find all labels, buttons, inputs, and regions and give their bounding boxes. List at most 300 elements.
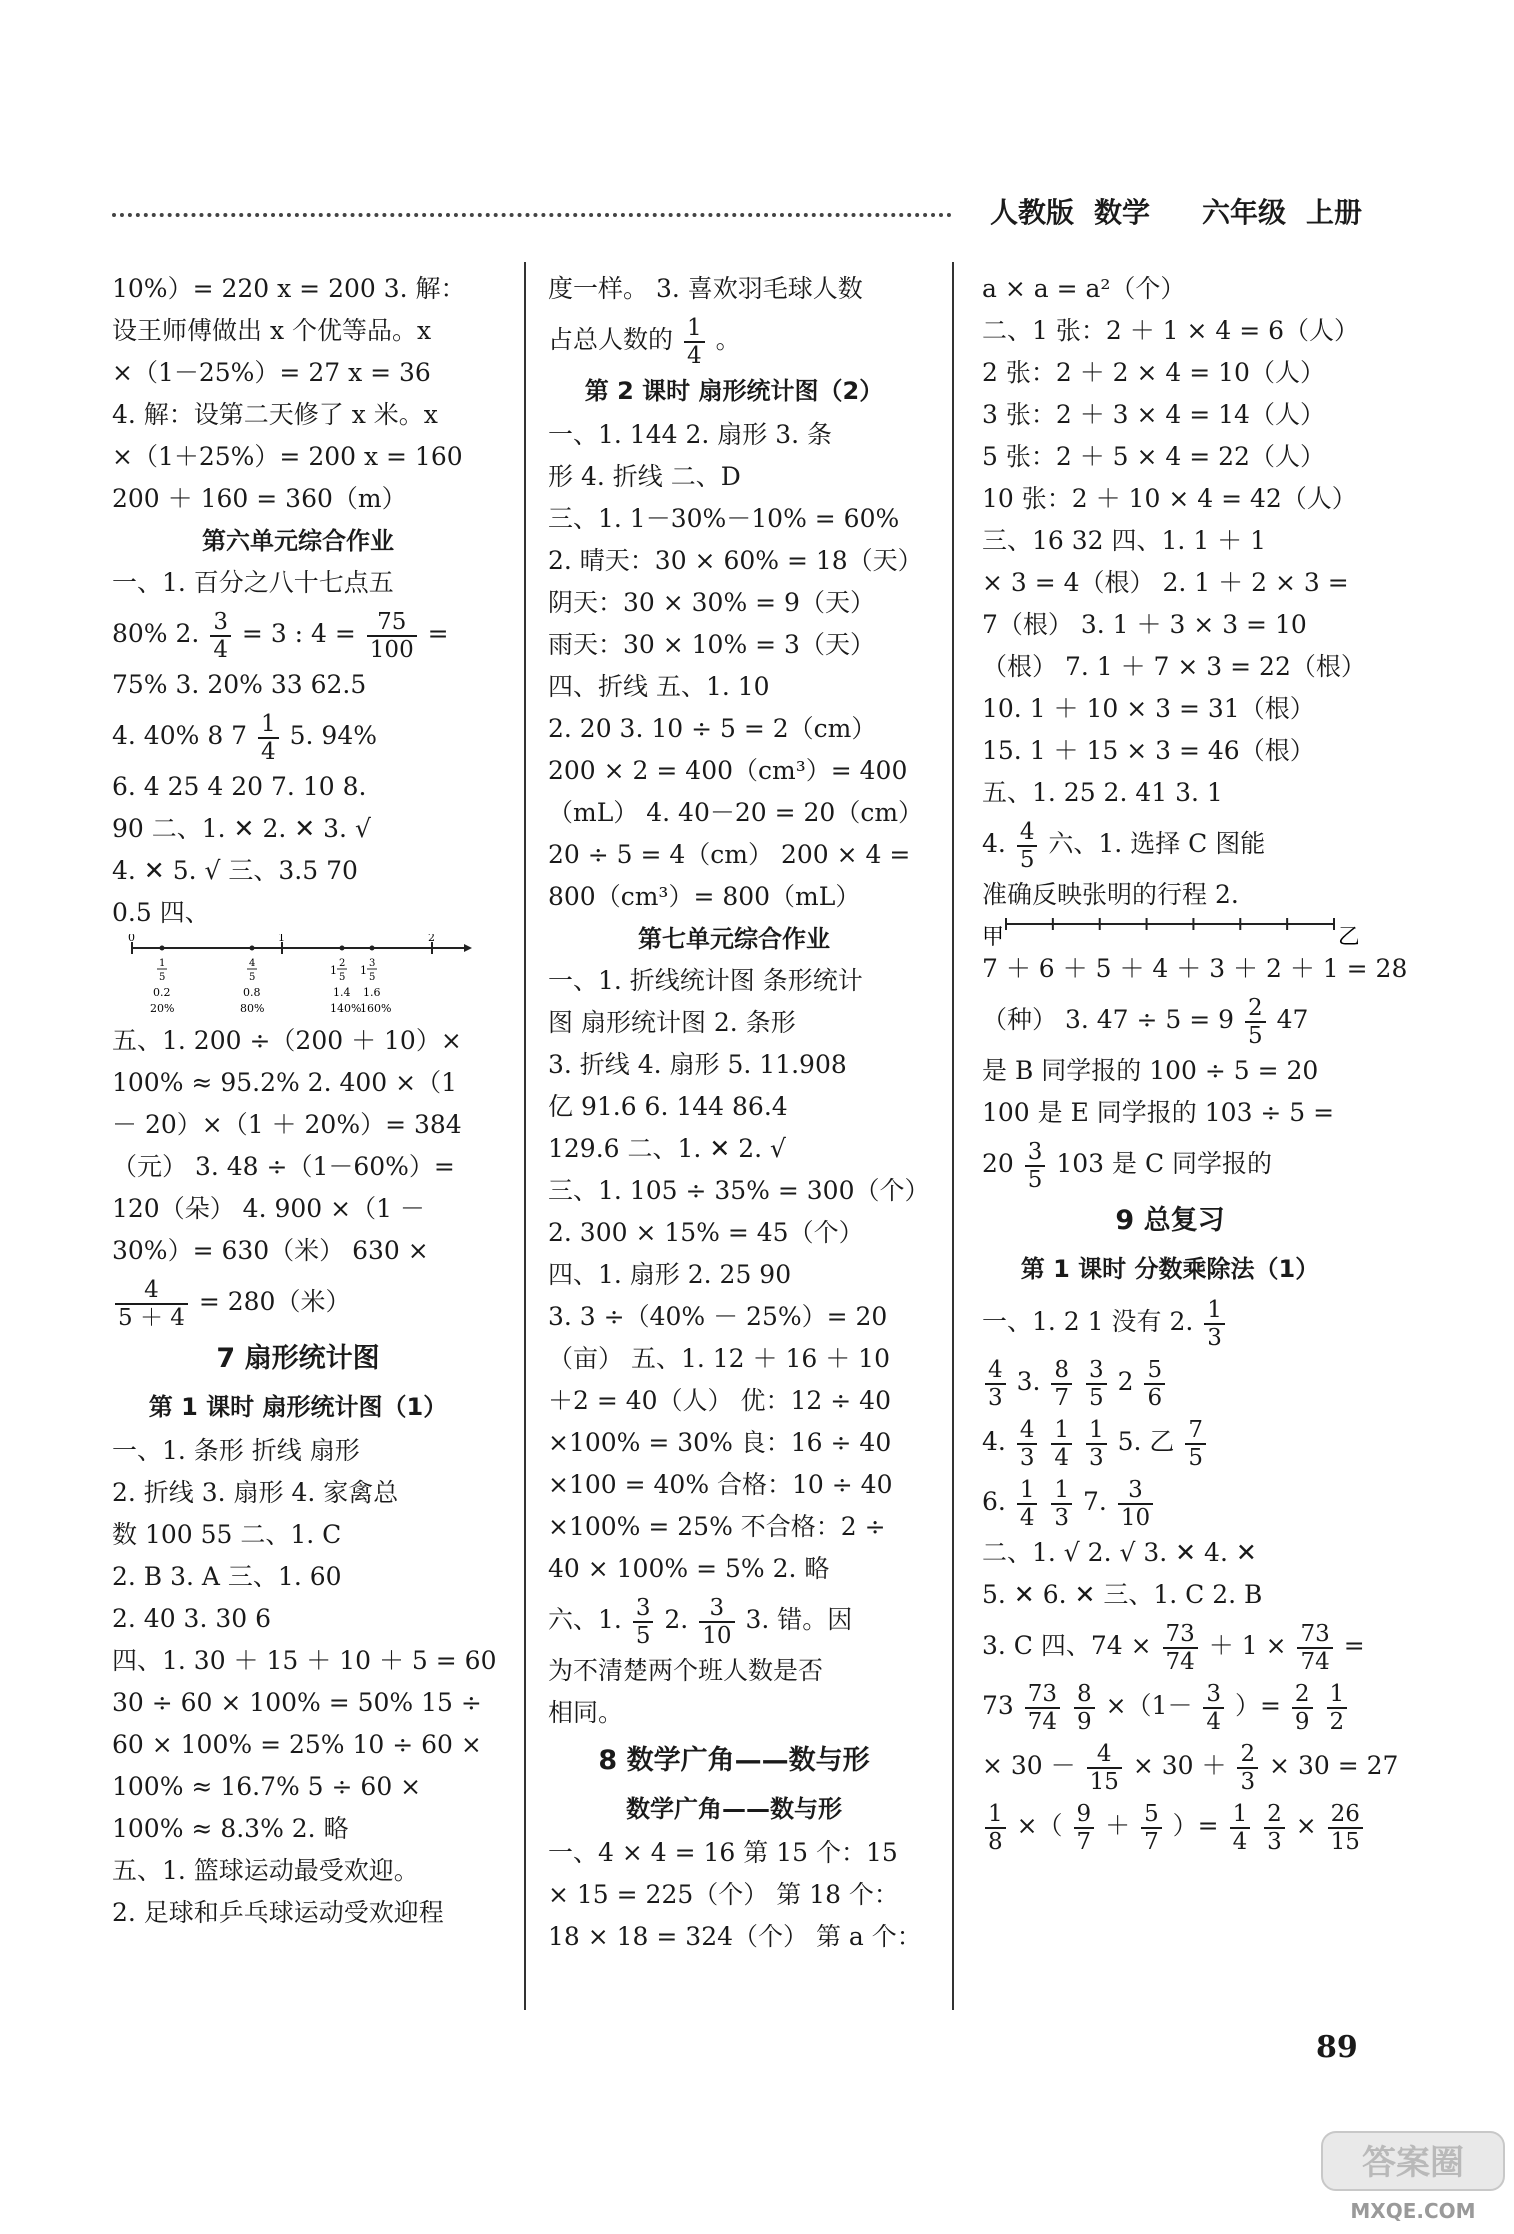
answer-line: 7 ＋ 6 ＋ 5 ＋ 4 ＋ 3 ＋ 2 ＋ 1 = 28 [982,954,1408,983]
numerator: 1 [258,711,279,739]
lesson-heading: 第 1 课时 分数乘除法（1） [1020,1255,1320,1283]
answer-line: ×（1＋25%）= 200 x = 160 [112,442,463,471]
numerator: 5 [1144,1357,1165,1385]
answer-line: 准确反映张明的行程 2. [982,880,1239,909]
answer-text: ）= [1235,1691,1281,1720]
denominator: 4 [1019,1504,1035,1531]
answer-line: ＋2 = 40（人） 优：12 ÷ 40 [548,1386,891,1415]
answer-line [112,1272,484,1332]
answer-text: × [1295,1811,1317,1840]
answer-line: 亿 91.6 6. 144 86.4 [548,1092,788,1121]
number-line-decimal: 0.2 [153,986,171,999]
answer-text: × 30 = 27 [1269,1751,1399,1780]
header-dotted-rule [112,213,952,217]
fraction [1051,1417,1072,1471]
answer-line: 100% ≈ 95.2% 2. 400 ×（1 [112,1068,457,1097]
answer-line: 7（根） 3. 1 ＋ 3 × 3 = 10 [982,610,1307,639]
denominator: 15 [1330,1828,1360,1855]
fraction [1328,1801,1363,1855]
answer-line [982,1796,1358,1856]
answer-line: 10%）= 220 x = 200 3. 解： [112,274,466,303]
numerator: 2 [1292,1681,1313,1709]
number-line-whole: 1 [360,964,367,977]
answer-column-2 [548,268,930,1958]
denominator: 4 [261,738,276,765]
answer-line: 2. 折线 3. 扇形 4. 家禽总 [112,1478,399,1507]
answer-text: 3. [1016,1367,1041,1396]
number-line-tick-label: 2 [428,934,435,944]
denominator: 3 [1240,1768,1256,1795]
answer-line: 5. ✕ 6. ✕ 三、1. C 2. B [982,1580,1263,1609]
fraction [1025,1681,1060,1735]
number-line-tick-label: 0 [128,934,135,944]
denominator: 7 [1054,1384,1070,1411]
answer-line: 相同。 [548,1698,624,1727]
fraction [1017,1477,1038,1531]
header-grade: 六年级 [1201,196,1286,229]
number-line-tick-label: 1 [278,934,285,944]
answer-text: ×（1－ [1105,1691,1193,1720]
numerator: 8 [1074,1681,1095,1709]
denominator: 3 [1207,1324,1222,1351]
answer-line: （亩） 五、1. 12 ＋ 16 ＋ 10 [548,1344,890,1373]
answer-line [982,1292,1358,1352]
answer-text: × 30 ＋ [1132,1751,1227,1780]
denominator: 4 [1054,1444,1070,1471]
number-line-numerator: 2 [339,958,346,969]
fraction [985,1801,1006,1855]
answer-line [982,1736,1399,1796]
answer-line: × 3 = 4（根） 2. 1 ＋ 2 × 3 = [982,568,1349,597]
denominator: 5 [635,1622,651,1649]
answer-text: 3. 错。因 [745,1605,853,1634]
numerator: 3 [1025,1139,1046,1167]
lesson-heading: 数学广角——数与形 [626,1795,842,1823]
answer-line: 129.6 二、1. ✕ 2. √ [548,1134,786,1163]
lesson-heading: 第 2 课时 扇形统计图（2） [584,377,884,405]
number-line-numerator: 3 [369,958,376,969]
numerator: 3 [1203,1681,1224,1709]
answer-text: 4. 40% 8 7 [112,721,248,750]
answer-line: 10 张：2 ＋ 10 × 4 = 42（人） [982,484,1357,513]
answer-text: 4. [982,1427,1006,1456]
answer-line [548,310,920,370]
denominator: 5 ＋ 4 [118,1304,185,1331]
denominator: 2 [1329,1708,1345,1735]
answer-line [982,990,1358,1050]
answer-line: ×100 = 40% 合格：10 ÷ 40 [548,1470,893,1499]
numerator: 4 [1087,1741,1122,1769]
number-line-svg [112,934,484,1020]
answer-line: 四、折线 五、1. 10 [548,672,770,701]
number-line-numerator: 4 [249,958,256,969]
number-line-percent: 160% [360,1002,392,1015]
header-volume: 上册 [1305,196,1362,229]
denominator: 4 [1206,1708,1222,1735]
number-line-numerator: 1 [159,958,166,969]
number-line-decimal: 0.8 [243,986,261,999]
answer-line: ×100% = 25% 不合格：2 ÷ [548,1512,886,1541]
answer-line: （根） 7. 1 ＋ 7 × 3 = 22（根） [982,652,1366,681]
answer-line: 2. 足球和乒乓球运动受欢迎程 [112,1898,444,1927]
answer-line: 6. 4 25 4 20 7. 10 8. [112,772,367,801]
fraction [1086,1357,1107,1411]
answer-text: 。 [715,325,741,354]
answer-text: ＋ [1105,1811,1131,1840]
answer-line: （mL） 4. 40－20 = 20（cm） [548,798,924,827]
fraction [699,1595,734,1649]
fraction [1017,819,1038,873]
number-line-point [160,946,165,951]
segment-label-right: 乙 [1338,925,1358,948]
denominator: 4 [1232,1828,1248,1855]
watermark-text: 答案圈 [1362,2143,1464,2183]
fraction [1203,1681,1224,1735]
numerator: 8 [1051,1357,1072,1385]
answer-line: 设王师傅做出 x 个优等品。x [112,316,432,345]
numerator: 4 [1017,819,1038,847]
answer-line: 3 张：2 ＋ 3 × 4 = 14（人） [982,400,1325,429]
answer-line: 三、1. 105 ÷ 35% = 300（个） [548,1176,930,1205]
number-line-decimal: 1.4 [333,986,351,999]
numerator: 4 [985,1357,1006,1385]
fraction [1051,1477,1072,1531]
denominator: 5 [1019,846,1035,873]
answer-text: 20 [982,1149,1014,1178]
numerator: 1 [1051,1477,1072,1505]
denominator: 5 [1188,1444,1203,1471]
answer-line: （元） 3. 48 ÷（1－60%）= [112,1152,455,1181]
number-line-diagram [112,934,484,1020]
numerator: 4 [1017,1417,1038,1445]
denominator: 74 [1027,1708,1058,1735]
answer-text: = 3 : 4 = [241,619,356,648]
denominator: 10 [702,1622,732,1649]
denominator: 4 [686,342,702,369]
numerator: 3 [699,1595,734,1623]
number-line-point [250,946,255,951]
lesson-heading: 第 1 课时 扇形统计图（1） [148,1393,448,1421]
fraction [633,1595,654,1649]
answer-text: ×（ [1016,1811,1063,1840]
fraction [684,315,705,369]
denominator: 15 [1089,1768,1119,1795]
denominator: 9 [1077,1708,1092,1735]
answer-line [982,1616,1365,1676]
answer-line: 20 ÷ 5 = 4（cm） 200 × 4 = [548,840,911,869]
answer-line: 为不清楚两个班人数是否 [548,1656,824,1685]
denominator: 3 [1054,1504,1070,1531]
fraction [1074,1801,1095,1855]
watermark-site: MXQE.COM [1350,2199,1476,2223]
answer-text: = 280（米） [198,1287,351,1316]
answer-line: 40 × 100% = 5% 2. 略 [548,1554,830,1583]
fraction [1185,1417,1206,1471]
numerator: 2 [1245,995,1266,1023]
answer-line: 阴天：30 × 30% = 9（天） [548,588,875,617]
section-heading: 第七单元综合作业 [638,925,830,953]
answer-text: （种） 3. 47 ÷ 5 = 9 [982,1005,1235,1034]
section-heading: 第六单元综合作业 [202,527,394,555]
numerator: 26 [1328,1801,1363,1829]
fraction [115,1277,188,1331]
answer-line: 2. 晴天：30 × 60% = 18（天） [548,546,923,575]
answer-text: ＋ 1 × [1208,1631,1287,1660]
header-publisher: 人教版 [989,196,1074,229]
numerator: 1 [1086,1417,1107,1445]
numerator: 1 [1017,1477,1038,1505]
denominator: 6 [1147,1384,1163,1411]
answer-line: 3. 3 ÷（40% － 25%）= 20 [548,1302,888,1331]
fraction [367,609,417,663]
answer-line [982,1676,1358,1736]
fraction [1204,1297,1225,1351]
numerator: 1 [684,315,705,343]
answer-column-3 [982,268,1408,1856]
answer-line: × 15 = 225（个） 第 18 个： [548,1880,899,1909]
answer-line: 4. 解：设第二天修了 x 米。x [112,400,438,429]
numerator: 1 [1327,1681,1348,1709]
answer-line: 18 × 18 = 324（个） 第 a 个： [548,1922,922,1951]
answer-line: 数 100 55 二、1. C [112,1520,342,1549]
numerator: 1 [1204,1297,1225,1325]
numerator: 75 [367,609,417,637]
numerator: 3 [1086,1357,1107,1385]
denominator: 7 [1076,1828,1092,1855]
fraction [1086,1417,1107,1471]
number-line-denominator: 5 [339,972,346,983]
denominator: 4 [213,636,228,663]
fraction [985,1357,1006,1411]
denominator: 3 [1267,1828,1282,1855]
answer-line: 一、1. 百分之八十七点五 [112,568,394,597]
segment-diagram [982,916,1358,948]
answer-line: 2. 300 × 15% = 45（个） [548,1218,864,1247]
answer-text: 80% 2. [112,619,200,648]
answer-text: 一、1. 2 1 没有 2. [982,1307,1194,1336]
answer-text: 6. [982,1487,1006,1516]
answer-line: 0.5 四、 [112,898,210,927]
answer-line: 15. 1 ＋ 15 × 3 = 46（根） [982,736,1315,765]
answer-line: 75% 3. 20% 33 62.5 [112,670,367,699]
answer-text: 5. 乙 [1117,1427,1175,1456]
answer-line: 120（朵） 4. 900 ×（1 － [112,1194,425,1223]
answer-line: 100 是 E 同学报的 103 ÷ 5 = [982,1098,1335,1127]
fraction [1087,1741,1122,1795]
numerator: 1 [985,1801,1006,1829]
answer-line: 四、1. 30 ＋ 15 ＋ 10 ＋ 5 = 60 [112,1646,497,1675]
numerator: 1 [1230,1801,1251,1829]
denominator: 5 [1089,1384,1104,1411]
number-line-point [340,946,345,951]
answer-line: 是 B 同学报的 100 ÷ 5 = 20 [982,1056,1319,1085]
answer-line: 100% ≈ 16.7% 5 ÷ 60 × [112,1772,422,1801]
denominator: 5 [1248,1022,1263,1049]
number-line-denominator: 5 [249,972,256,983]
answer-line: 90 二、1. ✕ 2. ✕ 3. √ [112,814,371,843]
answer-line: 一、1. 144 2. 扇形 3. 条 [548,420,833,449]
answer-line: 一、1. 折线统计图 条形统计 [548,966,863,995]
answer-line: 30%）= 630（米） 630 × [112,1236,429,1265]
number-line-whole: 1 [330,964,337,977]
fraction [1264,1801,1285,1855]
denominator: 3 [1089,1444,1104,1471]
answer-text: 4. [982,829,1006,858]
answer-line: 800（cm³）= 800（mL） [548,882,861,911]
numerator: 7 [1185,1417,1206,1445]
column-divider [952,262,954,2010]
numerator: 3 [633,1595,654,1623]
numerator: 3 [1118,1477,1153,1505]
numerator: 73 [1025,1681,1060,1709]
numerator: 2 [1237,1741,1258,1769]
numerator: 2 [1264,1801,1285,1829]
fraction [1163,1621,1198,1675]
answer-text: 73 [982,1691,1014,1720]
chapter-heading: 7 扇形统计图 [216,1343,380,1374]
answer-line: 100% ≈ 8.3% 2. 略 [112,1814,349,1843]
answer-line [982,1352,1358,1412]
fraction [1237,1741,1258,1795]
answer-line: 形 4. 折线 二、D [548,462,741,491]
answer-line [982,1472,1358,1532]
answer-line [112,604,484,664]
answer-line: 3. 折线 4. 扇形 5. 11.908 [548,1050,847,1079]
answer-line: 四、1. 扇形 2. 25 90 [548,1260,792,1289]
chapter-heading: 8 数学广角——数与形 [598,1745,870,1776]
page-number: 89 [1316,2030,1358,2065]
answer-line: 10. 1 ＋ 10 × 3 = 31（根） [982,694,1315,723]
answer-line: 度一样。 3. 喜欢羽毛球人数 [548,274,863,303]
denominator: 74 [1300,1648,1330,1675]
fraction [1025,1139,1046,1193]
denominator: 9 [1294,1708,1310,1735]
answer-text: × 30 － [982,1751,1076,1780]
number-line-denominator: 5 [369,972,376,983]
answer-line [548,1590,920,1650]
answer-text: = [427,619,449,648]
fraction [1245,995,1266,1049]
answer-text: = [1343,1631,1365,1660]
answer-line [982,1134,1358,1194]
fraction [1051,1357,1072,1411]
answer-text: 占总人数的 [548,325,674,354]
column-divider [524,262,526,2010]
answer-line: 5 张：2 ＋ 5 × 4 = 22（人） [982,442,1325,471]
answer-text: 5. 94% [289,721,377,750]
fraction [1141,1801,1162,1855]
answer-line: 二、1 张：2 ＋ 1 × 4 = 6（人） [982,316,1360,345]
numerator: 5 [1141,1801,1162,1829]
numerator: 9 [1074,1801,1095,1829]
answer-line: 二、1. √ 2. √ 3. ✕ 4. ✕ [982,1538,1257,1567]
answer-line: 三、16 32 四、1. 1 ＋ 1 [982,526,1267,555]
numerator: 73 [1163,1621,1198,1649]
answer-line: 五、1. 篮球运动最受欢迎。 [112,1856,419,1885]
answer-line: 2 张：2 ＋ 2 × 4 = 10（人） [982,358,1325,387]
answer-line: － 20）×（1 ＋ 20%）= 384 [112,1110,462,1139]
header-subject: 数学 [1093,196,1150,229]
answer-text: 103 是 C 同学报的 [1056,1149,1273,1178]
answer-text: 3. C 四、74 × [982,1631,1152,1660]
answer-line [982,1412,1358,1472]
answer-line [982,814,1358,874]
fraction [1292,1681,1313,1735]
answer-line: 4. ✕ 5. √ 三、3.5 70 [112,856,358,885]
answer-line: 五、1. 200 ÷（200 ＋ 10）× [112,1026,462,1055]
fraction [1118,1477,1153,1531]
answer-line: 一、4 × 4 = 16 第 15 个：15 [548,1838,898,1867]
answer-text: 六、1. 选择 C 图能 [1048,829,1266,858]
answer-line: 60 × 100% = 25% 10 ÷ 60 × [112,1730,482,1759]
fraction [258,711,279,765]
answer-line: 一、1. 条形 折线 扇形 [112,1436,360,1465]
answer-line: 2. B 3. A 三、1. 60 [112,1562,342,1591]
answer-line [112,706,484,766]
answer-line: 30 ÷ 60 × 100% = 50% 15 ÷ [112,1688,482,1717]
segment-label-left: 甲 [982,925,1005,948]
number-line-point [370,946,375,951]
chapter-heading: 9 总复习 [1115,1205,1225,1236]
denominator: 3 [1019,1444,1035,1471]
answer-line: 2. 20 3. 10 ÷ 5 = 2（cm） [548,714,877,743]
answer-line: 2. 40 3. 30 6 [112,1604,272,1633]
answer-text: 2. [664,1605,689,1634]
number-line-percent: 140% [330,1002,362,1015]
fraction [1017,1417,1038,1471]
denominator: 7 [1144,1828,1159,1855]
fraction [1074,1681,1095,1735]
answer-text: 2 [1117,1367,1134,1396]
numerator: 1 [1051,1417,1072,1445]
number-line-arrow [464,944,472,952]
answer-line: 雨天：30 × 10% = 3（天） [548,630,875,659]
answer-text: ）= [1172,1811,1219,1840]
fraction [1144,1357,1165,1411]
denominator: 8 [988,1828,1003,1855]
number-line-decimal: 1.6 [363,986,381,999]
segment-svg [982,916,1358,948]
fraction [1297,1621,1332,1675]
answer-line: ×（1－25%）= 27 x = 36 [112,358,431,387]
denominator: 10 [1120,1504,1151,1531]
answer-text: 六、1. [548,1605,622,1634]
number-line-denominator: 5 [159,972,166,983]
page-header [112,186,1362,236]
denominator: 3 [988,1384,1003,1411]
denominator: 5 [1027,1166,1043,1193]
denominator: 100 [369,636,414,663]
answer-line: 五、1. 25 2. 41 3. 1 [982,778,1223,807]
numerator: 3 [210,609,231,637]
answer-line: 图 扇形统计图 2. 条形 [548,1008,796,1037]
answer-line: 三、1. 1－30%－10% = 60% [548,504,900,533]
fraction [1327,1681,1348,1735]
denominator: 74 [1165,1648,1195,1675]
number-line-percent: 80% [240,1002,265,1015]
fraction [1230,1801,1251,1855]
watermark-logo [1318,2122,1508,2228]
answer-line: a × a = a²（个） [982,274,1186,303]
fraction [210,609,231,663]
answer-column-1 [112,268,497,1934]
number-line-percent: 20% [150,1002,175,1015]
numerator: 73 [1297,1621,1332,1649]
answer-text: 7. [1083,1487,1107,1516]
answer-line: ×100% = 30% 良：16 ÷ 40 [548,1428,892,1457]
answer-line: 200 × 2 = 400（cm³）= 400 [548,756,908,785]
answer-text: 47 [1276,1005,1309,1034]
